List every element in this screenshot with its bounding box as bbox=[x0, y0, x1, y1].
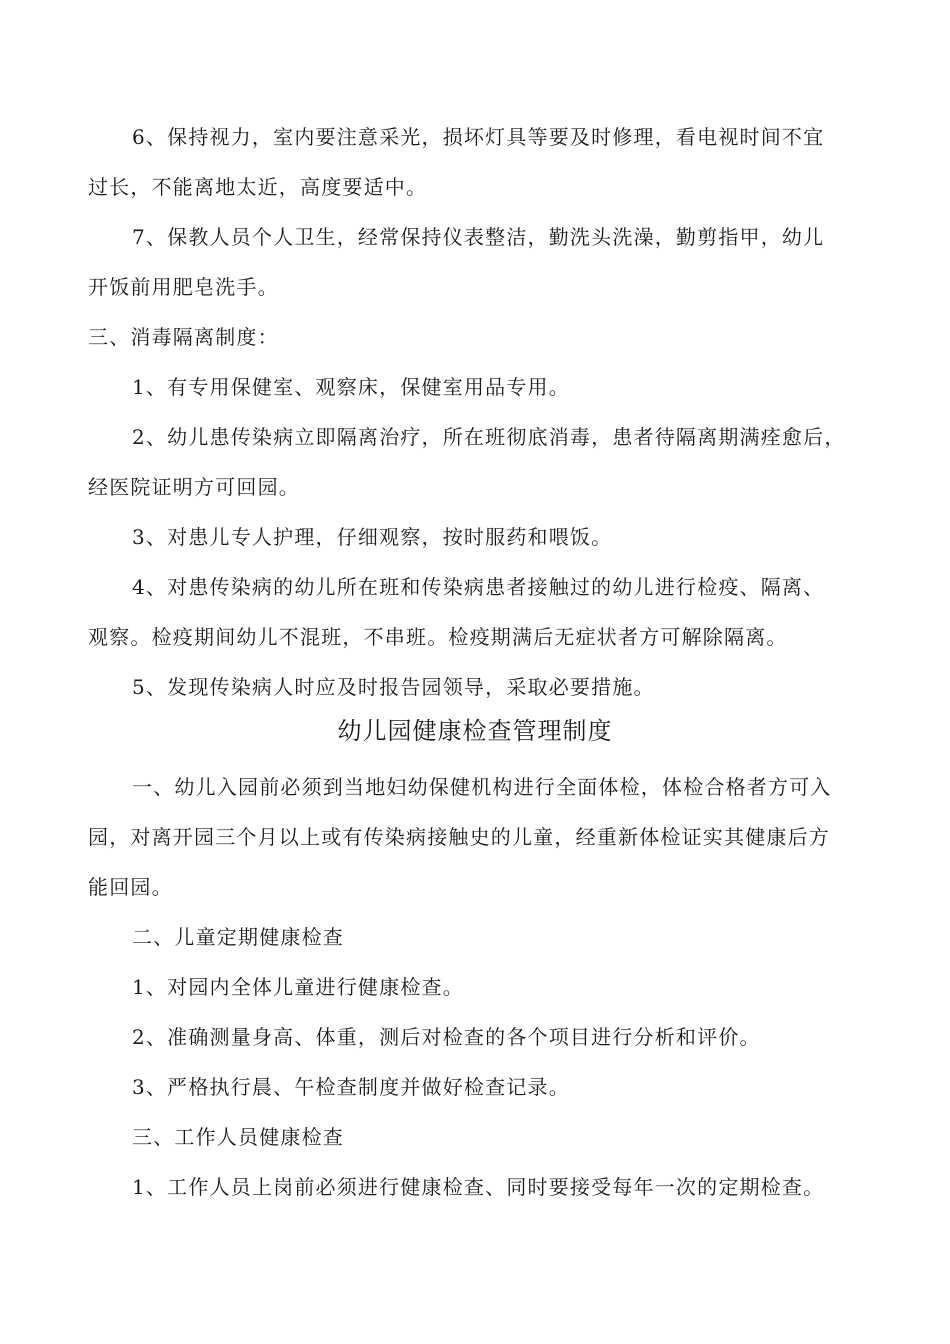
paragraph-line: 1、对园内全体儿童进行健康检查。 bbox=[132, 975, 464, 999]
section-heading: 三、工作人员健康检查 bbox=[132, 1125, 344, 1149]
paragraph-line: 5、发现传染病人时应及时报告园领导，采取必要措施。 bbox=[132, 675, 655, 699]
paragraph-line: 2、幼儿患传染病立即隔离治疗，所在班彻底消毒，患者待隔离期满痊愈后， bbox=[132, 425, 846, 449]
paragraph-line: 1、有专用保健室、观察床，保健室用品专用。 bbox=[132, 375, 570, 399]
paragraph-line: 园，对离开园三个月以上或有传染病接触史的儿童，经重新体检证实其健康后方 bbox=[88, 825, 830, 849]
paragraph-line: 3、对患儿专人护理，仔细观察，按时服药和喂饭。 bbox=[132, 525, 613, 549]
document-title: 幼儿园健康检查管理制度 bbox=[337, 717, 613, 745]
paragraph-line: 观察。检疫期间幼儿不混班，不串班。检疫期满后无症状者方可解除隔离。 bbox=[88, 625, 788, 649]
paragraph-line: 经医院证明方可回园。 bbox=[88, 475, 300, 499]
paragraph-line: 过长，不能离地太近，高度要适中。 bbox=[88, 175, 428, 199]
paragraph-line: 能回园。 bbox=[88, 875, 173, 899]
paragraph-line: 2、准确测量身高、体重，测后对检查的各个项目进行分析和评价。 bbox=[132, 1025, 761, 1049]
section-heading: 三、消毒隔离制度： bbox=[88, 325, 279, 349]
paragraph-line: 6、保持视力，室内要注意采光，损坏灯具等要及时修理，看电视时间不宜 bbox=[132, 125, 825, 149]
paragraph-line: 一、幼儿入园前必须到当地妇幼保健机构进行全面体检，体检合格者方可入 bbox=[132, 775, 832, 799]
paragraph-line: 开饭前用肥皂洗手。 bbox=[88, 275, 279, 299]
section-heading: 二、儿童定期健康检查 bbox=[132, 925, 344, 949]
paragraph-line: 4、对患传染病的幼儿所在班和传染病患者接触过的幼儿进行检疫、隔离、 bbox=[132, 575, 825, 599]
paragraph-line: 3、严格执行晨、午检查制度并做好检查记录。 bbox=[132, 1075, 570, 1099]
paragraph-line: 7、保教人员个人卫生，经常保持仪表整洁，勤洗头洗澡，勤剪指甲，幼儿 bbox=[132, 225, 825, 249]
paragraph-line: 1、工作人员上岗前必须进行健康检查、同时要接受每年一次的定期检查。 bbox=[132, 1175, 825, 1199]
